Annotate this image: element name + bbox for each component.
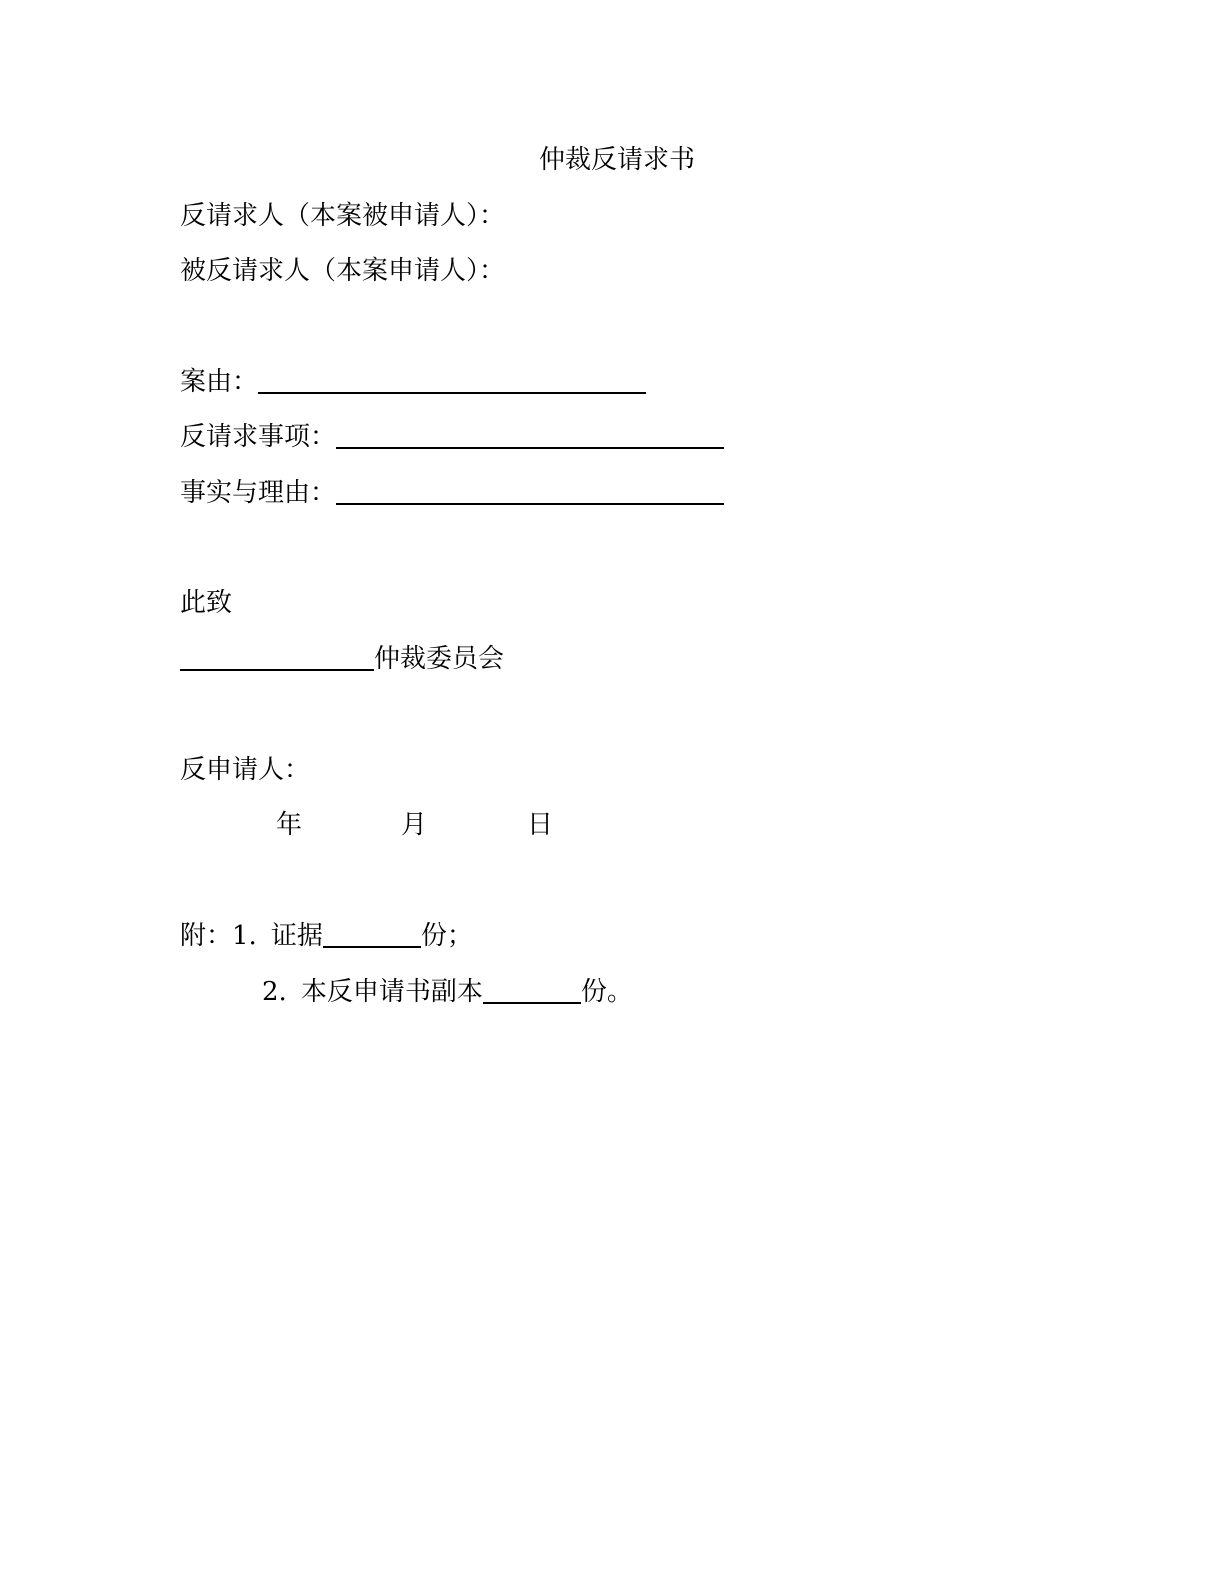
attachments-prefix: 附： bbox=[180, 921, 233, 951]
claims-blank[interactable] bbox=[336, 421, 724, 449]
attachment-item-2 bbox=[262, 972, 633, 1012]
facts-label: 事实与理由： bbox=[180, 478, 337, 508]
applicant-label: 反申请人： bbox=[180, 755, 311, 785]
case-cause-line bbox=[180, 362, 646, 402]
facts-line bbox=[180, 473, 724, 513]
attachment-2-text: 本反申请书副本 bbox=[300, 977, 483, 1007]
attachment-2-suffix: 份。 bbox=[580, 977, 633, 1007]
date-year: 年 bbox=[276, 810, 303, 840]
salutation: 此致 bbox=[180, 588, 233, 618]
attachment-1-count-blank[interactable] bbox=[323, 920, 421, 948]
attachment-1-text: 证据 bbox=[270, 921, 323, 951]
applicant-line bbox=[180, 750, 310, 790]
date-month: 月 bbox=[401, 810, 428, 840]
claims-label: 反请求事项： bbox=[180, 422, 337, 452]
case-cause-blank[interactable] bbox=[258, 366, 646, 394]
case-cause-label: 案由： bbox=[180, 367, 259, 397]
committee-name-blank[interactable] bbox=[180, 643, 374, 671]
date-line bbox=[180, 805, 780, 845]
salutation-line bbox=[180, 583, 232, 623]
date-day: 日 bbox=[527, 810, 554, 840]
committee-suffix: 仲裁委员会 bbox=[374, 644, 505, 674]
attachment-2-number: 2. bbox=[262, 977, 287, 1007]
counter-claimant-label: 反请求人（本案被申请人）： bbox=[180, 201, 506, 231]
counter-respondent-label: 被反请求人（本案申请人）： bbox=[180, 256, 506, 286]
counter-respondent-line bbox=[180, 251, 505, 291]
claims-line bbox=[180, 417, 724, 457]
attachment-item-1 bbox=[180, 916, 473, 956]
counter-claimant-line bbox=[180, 196, 505, 236]
committee-line bbox=[180, 639, 504, 679]
attachment-1-suffix: 份； bbox=[420, 921, 473, 951]
attachment-2-count-blank[interactable] bbox=[483, 976, 581, 1004]
document-title: 仲裁反请求书 bbox=[538, 145, 695, 175]
facts-blank[interactable] bbox=[336, 477, 724, 505]
attachment-1-number: 1. bbox=[232, 921, 257, 951]
